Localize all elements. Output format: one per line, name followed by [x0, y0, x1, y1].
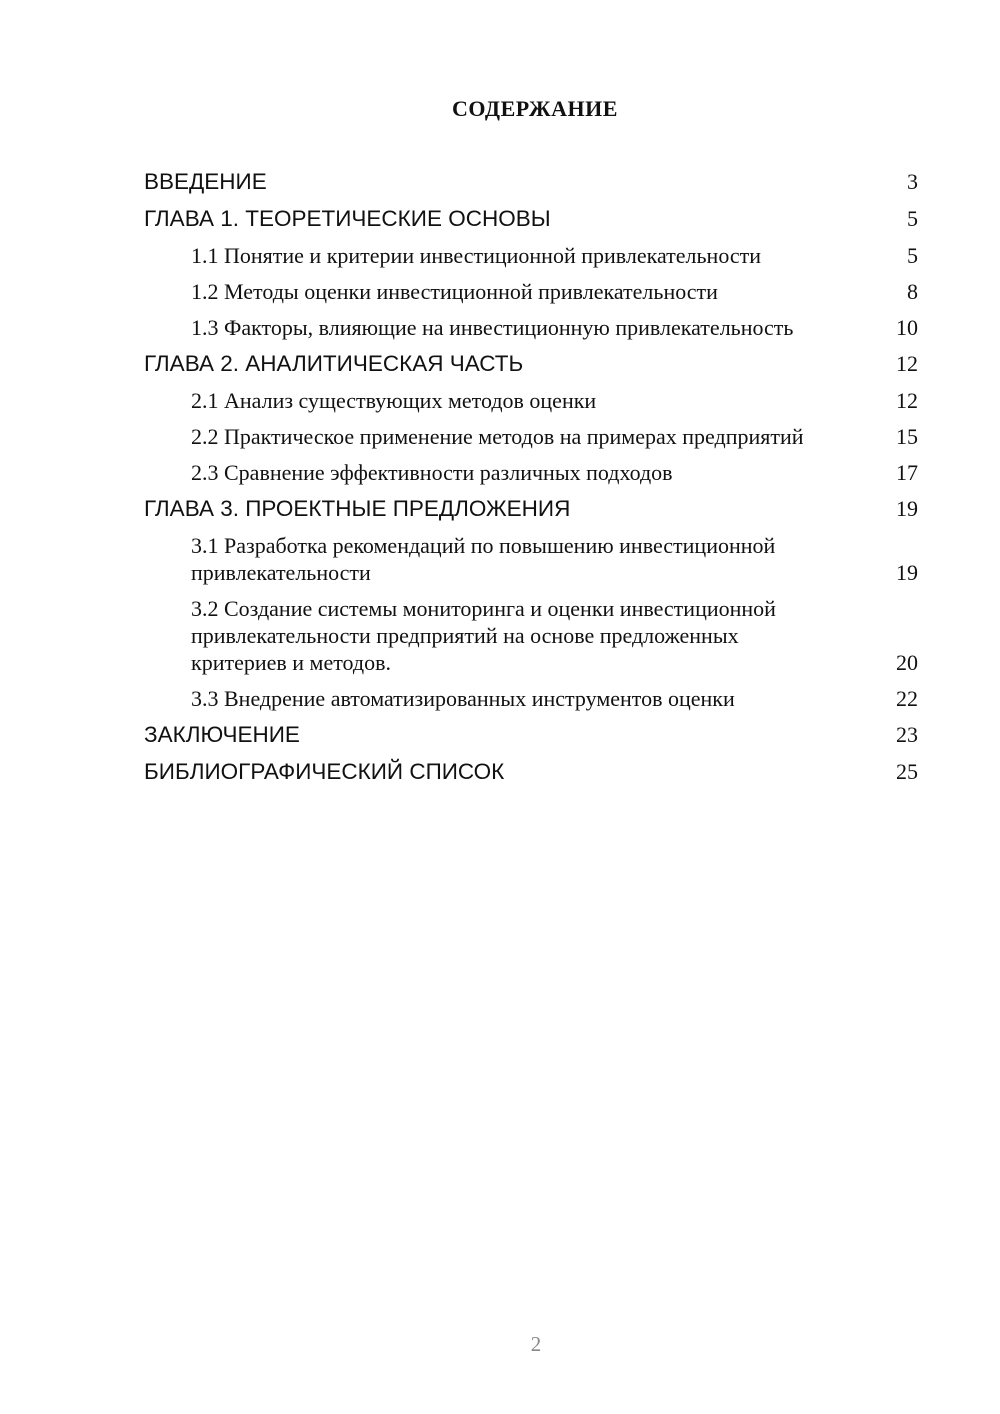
toc-entry-section-3-2[interactable] [144, 595, 918, 676]
toc-entry-page: 19 [896, 496, 918, 521]
toc-entry-title: 3.3 Внедрение автоматизированных инструментов оценки [191, 686, 735, 711]
toc-entry-page: 25 [896, 759, 918, 784]
toc-entry-title: 2.2 Практическое применение методов на примерах предприятий [191, 424, 804, 449]
toc-entry-title: 2.1 Анализ существующих методов оценки [191, 388, 597, 413]
toc-entry-page: 10 [896, 315, 918, 340]
toc-entry-chapter-2[interactable] [144, 350, 918, 378]
toc-entry-page: 19 [896, 560, 918, 585]
toc-entry-chapter-3[interactable] [144, 495, 918, 523]
toc-entry-page: 12 [896, 388, 918, 413]
table-of-contents [144, 168, 918, 795]
toc-entry-title: 3.2 Создание системы мониторинга и оценки инвестиционной привлекательности предприятий на основе предложенных критериев и методов. [191, 596, 776, 675]
toc-entry-conclusion[interactable] [144, 721, 918, 749]
toc-entry-page: 3 [907, 169, 918, 194]
toc-entry-page: 5 [907, 243, 918, 268]
toc-entry-section-1-2[interactable] [144, 278, 918, 305]
toc-entry-title: БИБЛИОГРАФИЧЕСКИЙ СПИСОК [144, 759, 505, 784]
toc-entry-section-1-1[interactable] [144, 242, 918, 269]
toc-entry-page: 12 [896, 351, 918, 376]
toc-entry-section-3-1[interactable] [144, 532, 918, 586]
toc-entry-title: ВВЕДЕНИЕ [144, 169, 267, 194]
toc-entry-page: 22 [896, 686, 918, 711]
toc-entry-section-3-3[interactable] [144, 685, 918, 712]
toc-entry-title: ГЛАВА 1. ТЕОРЕТИЧЕСКИЕ ОСНОВЫ [144, 206, 551, 231]
toc-entry-section-2-1[interactable] [144, 387, 918, 414]
toc-entry-page: 23 [896, 722, 918, 747]
toc-entry-title: 3.1 Разработка рекомендаций по повышению инвестиционной привлекательности [191, 533, 776, 585]
toc-entry-page: 20 [896, 650, 918, 675]
toc-entry-section-2-2[interactable] [144, 423, 918, 450]
toc-entry-title: 1.2 Методы оценки инвестиционной привлекательности [191, 279, 718, 304]
toc-entry-title: 2.3 Сравнение эффективности различных подходов [191, 460, 673, 485]
toc-entry-chapter-1[interactable] [144, 205, 918, 233]
toc-entry-title: 1.1 Понятие и критерии инвестиционной привлекательности [191, 243, 762, 268]
toc-entry-title: 1.3 Факторы, влияющие на инвестиционную привлекательность [191, 315, 794, 340]
page-number: 2 [530, 1332, 542, 1356]
toc-entry-section-1-3[interactable] [144, 314, 918, 341]
toc-entry-page: 15 [896, 424, 918, 449]
toc-entry-page: 8 [907, 279, 918, 304]
toc-entry-title: ГЛАВА 2. АНАЛИТИЧЕСКАЯ ЧАСТЬ [144, 351, 524, 376]
toc-entry-bibliography[interactable] [144, 758, 918, 786]
toc-entry-title: ЗАКЛЮЧЕНИЕ [144, 722, 300, 747]
toc-entry-title: ГЛАВА 3. ПРОЕКТНЫЕ ПРЕДЛОЖЕНИЯ [144, 496, 571, 521]
toc-entry-introduction[interactable] [144, 168, 918, 196]
toc-entry-page: 17 [896, 460, 918, 485]
toc-title: СОДЕРЖАНИЕ [452, 96, 618, 121]
toc-entry-page: 5 [907, 206, 918, 231]
toc-entry-section-2-3[interactable] [144, 459, 918, 486]
